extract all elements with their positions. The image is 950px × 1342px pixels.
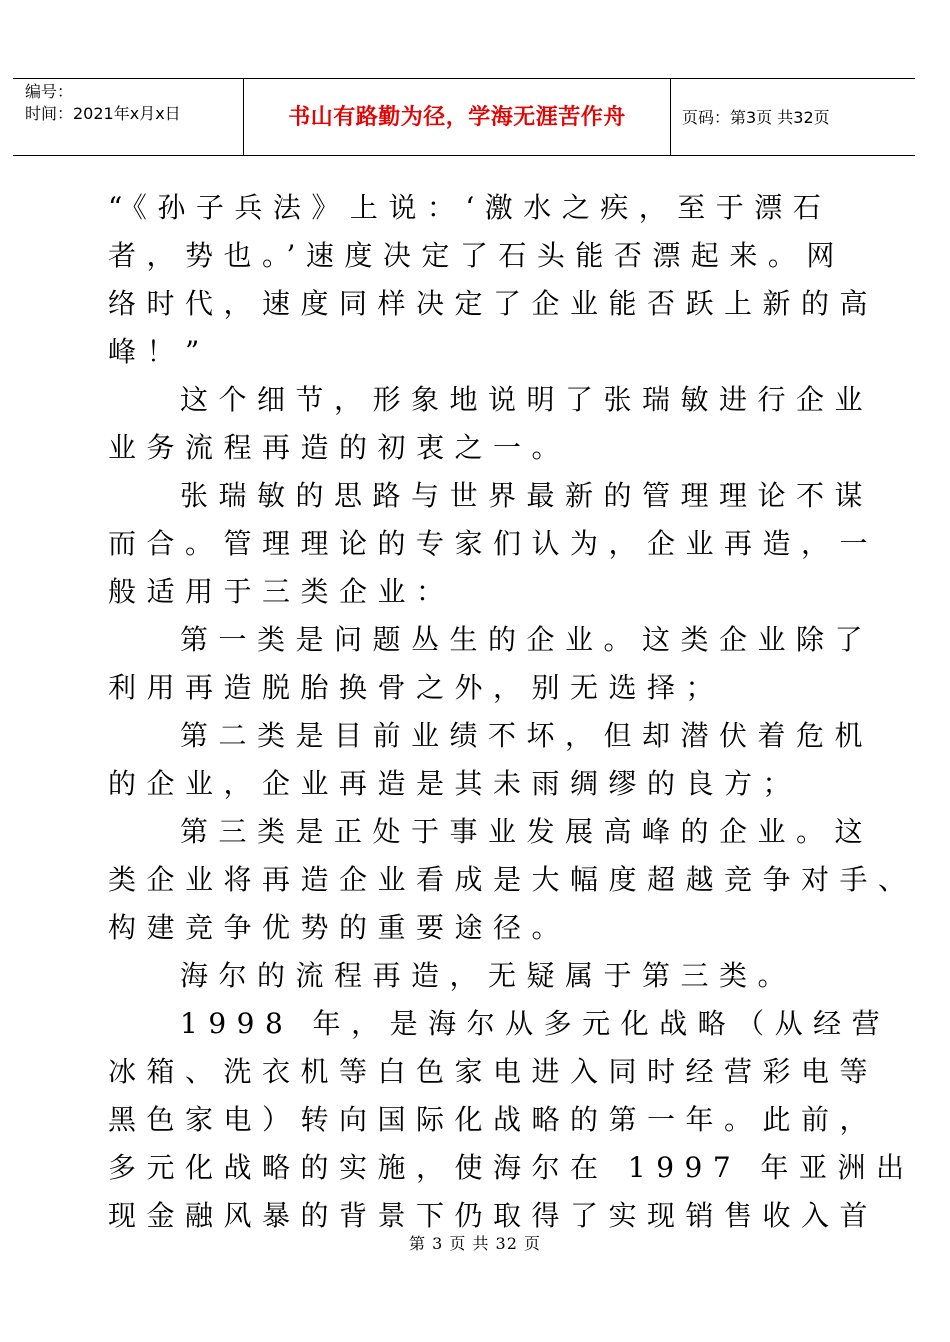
text-line: 者，势也。’速度决定了石头能否漂起来。网 (108, 239, 845, 272)
text-line: 多元化战略的实施，使海尔在 1997 年亚洲出 (108, 1151, 915, 1184)
text-line: 类企业将再造企业看成是大幅度超越竞争对手、 (108, 863, 917, 896)
header-page-cell (670, 79, 915, 155)
text-line: 络时代，速度同样决定了企业能否跃上新的高 (108, 287, 879, 320)
text-line: 现金融风暴的背景下仍取得了实现销售收入首 (108, 1199, 879, 1232)
text-line: 张瑞敏的思路与世界最新的管理理论不谋 (180, 479, 874, 512)
text-line: 海尔的流程再造，无疑属于第三类。 (180, 959, 797, 992)
text-line: 业务流程再造的初衷之一。 (108, 431, 571, 464)
page-footer: 第 3 页 共 32 页 (409, 1234, 541, 1253)
header-info-cell (13, 79, 243, 155)
text-line: 而合。管理理论的专家们认为，企业再造，一 (108, 527, 879, 560)
text-line: 冰箱、洗衣机等白色家电进入同时经营彩电等 (108, 1055, 879, 1088)
serial-label: 编号： (25, 82, 74, 101)
date-line: 时间：2021年x月x日 (25, 104, 181, 123)
text-line: 第一类是问题丛生的企业。这类企业除了 (180, 623, 874, 656)
header-motto-cell (243, 79, 671, 155)
body-text (108, 184, 917, 1240)
header-table (13, 78, 915, 156)
text-line: 黑色家电）转向国际化战略的第一年。此前， (108, 1103, 879, 1136)
text-line: 利用再造脱胎换骨之外，别无选择； (108, 671, 725, 704)
text-line: 的企业，企业再造是其未雨绸缪的良方； (108, 767, 802, 800)
text-line: “《孙子兵法》上说：‘激水之疾，至于漂石 (108, 191, 832, 224)
text-line: 峰！” (108, 335, 210, 368)
text-line: 第二类是目前业绩不坏，但却潜伏着危机 (180, 719, 874, 752)
text-line: 构建竞争优势的重要途径。 (108, 911, 571, 944)
text-line: 这个细节，形象地说明了张瑞敏进行企业 (180, 383, 874, 416)
motto: 书山有路勤为径，学海无涯苦作舟 (288, 105, 626, 130)
text-line: 1998 年，是海尔从多元化战略（从经营 (180, 1007, 891, 1040)
text-line: 第三类是正处于事业发展高峰的企业。这 (180, 815, 874, 848)
text-line: 般适用于三类企业： (108, 575, 455, 608)
header-page-info: 页码：第3页 共32页 (682, 108, 830, 127)
